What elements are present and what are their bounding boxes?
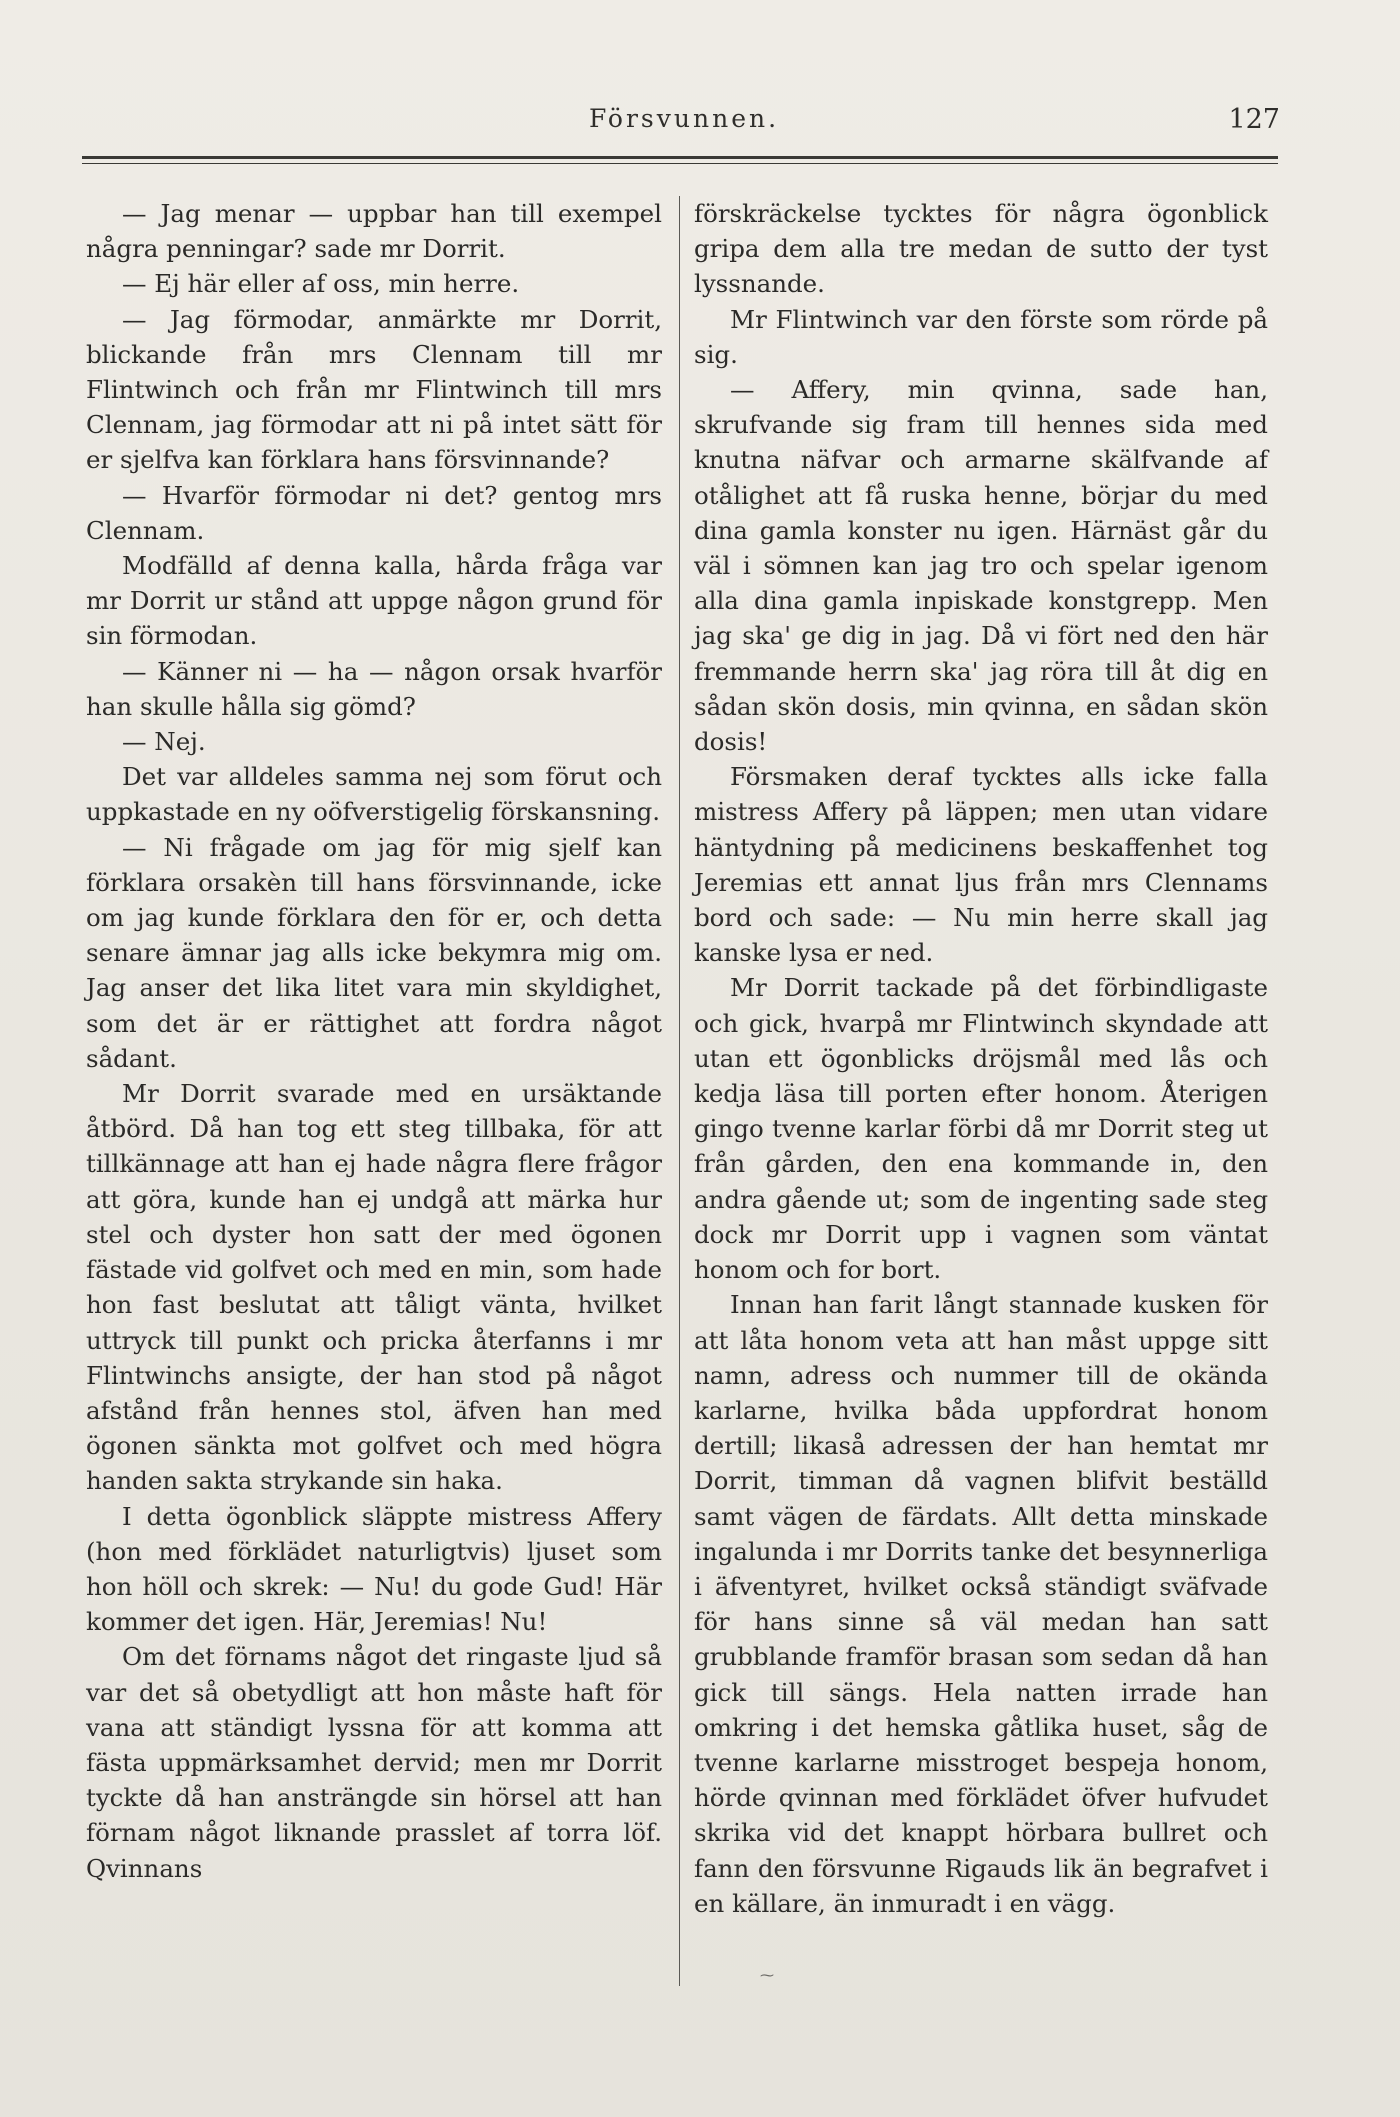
running-head — [88, 104, 1280, 148]
paragraph: Mr Dorrit svarade med en ursäktande åtbörd. Då han tog ett steg tillbaka, för att tillkännage att han ej hade några flere frågor att göra, kunde han ej undgå att märka hur stel och dyster hon satt der med ögonen fästade vid golfvet och med en min, som hade hon fast beslutat att tåligt vänta, hvilket uttryck till punkt och pricka återfanns i mr Flintwinchs ansigte, der han stod på något afstånd från hennes stol, äfven han med ögonen sänkta mot golfvet och med högra handen sakta strykande sin haka. — [86, 1079, 662, 1496]
column-divider — [679, 196, 680, 1986]
running-title: Försvunnen. — [588, 104, 780, 133]
paragraph: — Affery, min qvinna, sade han, skrufvande sig fram till hennes sida med knutna näfvar och armarne skälfvande af otålighet att få ruska henne, börjar du med dina gamla konster nu igen. Härnäst går du väl i sömnen kan jag tro och spelar igenom alla dina gamla inpiskade konstgrepp. Men jag ska' ge dig in jag. Då vi fört ned den här fremmande herrn ska' jag röra till åt dig en sådan skön dosis, min qvinna, en sådan skön dosis! — [694, 375, 1268, 757]
paragraph: — Ni frågade om jag för mig sjelf kan förklara orsakèn till hans försvinnande, icke om jag kunde förklara den för er, och detta senare ämnar jag alls icke bekymra mig om. Jag anser det lika litet vara min skyldighet, som det är er rättighet att fordra något sådant. — [86, 832, 662, 1073]
paragraph: Försmaken deraf tycktes alls icke falla mistress Affery på läppen; men utan vidare häntydning på medicinens beskaffenhet tog Jeremias ett annat ljus från mrs Clennams bord och sade: — Nu min herre skall jag kanske lysa er ned. — [694, 762, 1268, 968]
header-rule — [82, 156, 1278, 164]
paragraph: — Hvarför förmodar ni det? gentog mrs Clennam. — [86, 480, 662, 545]
right-column — [694, 196, 1268, 1921]
paragraph: — Känner ni — ha — någon orsak hvarför han skulle hålla sig gömd? — [86, 656, 662, 721]
paragraph: Modfälld af denna kalla, hårda fråga var mr Dorrit ur stånd att uppge någon grund för sin förmodan. — [86, 551, 662, 651]
printer-mark: ⁓ — [760, 1968, 774, 1984]
paragraph: — Ej här eller af oss, min herre. — [122, 269, 520, 299]
paragraph: Mr Dorrit tackade på det förbindligaste och gick, hvarpå mr Flintwinch skyndade att utan ett ögonblicks dröjsmål med lås och kedja läsa till porten efter honom. Återigen gingo tvenne karlar förbi då mr Dorrit steg ut från gården, den ena kommande in, den andra gående ut; som de ingenting sade steg dock mr Dorrit upp i vagnen som väntat honom och for bort. — [694, 973, 1268, 1285]
paragraph: Mr Flintwinch var den förste som rörde på sig. — [694, 304, 1268, 369]
paragraph: Om det förnams något det ringaste ljud så var det så obetydligt att hon måste haft för vana att ständigt lyssna för att komma att fästa uppmärksamhet dervid; men mr Dorrit tyckte då han ansträngde sin hörsel att han förnam något liknande prasslet af torra löf. Qvinnans — [86, 1642, 662, 1883]
paragraph: — Jag menar — uppbar han till exempel några penningar? sade mr Dorrit. — [86, 199, 662, 264]
page-number: 127 — [1228, 104, 1280, 135]
left-column — [86, 196, 662, 1886]
paragraph: — Jag förmodar, anmärkte mr Dorrit, blickande från mrs Clennam till mr Flintwinch och från mr Flintwinch till mrs Clennam, jag förmodar att ni på intet sätt för er sjelfva kan förklara hans försvinnande? — [86, 304, 662, 475]
paragraph-continuation: förskräckelse tycktes för några ögonblick gripa dem alla tre medan de sutto der tyst lyssnande. — [694, 199, 1268, 299]
paragraph: — Nej. — [122, 727, 206, 757]
paragraph: Det var alldeles samma nej som förut och uppkastade en ny oöfverstigelig förskansning. — [86, 762, 662, 827]
paragraph: I detta ögonblick släppte mistress Affery (hon med förklädet naturligtvis) ljuset som hon höll och skrek: — Nu! du gode Gud! Här kommer det igen. Här, Jeremias! Nu! — [86, 1501, 662, 1637]
paragraph: Innan han farit långt stannade kusken för att låta honom veta att han måst uppge sitt namn, adress och nummer till de okända karlarne, hvilka båda uppfordrat honom dertill; likaså adressen der han hemtat mr Dorrit, timman då vagnen blifvit beställd samt vägen de färdats. Allt detta minskade ingalunda i mr Dorrits tanke det besynnerliga i äfventyret, hvilket också ständigt sväfvade för hans sinne så väl medan han satt grubblande framför brasan som sedan då han gick till sängs. Hela natten irrade han omkring i det hemska gåtlika huset, såg de tvenne karlarne misstroget bespeja honom, hörde qvinnan med förklädet öfver hufvudet skrika vid det knappt hörbara bullret och fann den försvunne Rigauds lik än begrafvet i en källare, än inmuradt i en vägg. — [694, 1290, 1268, 1918]
